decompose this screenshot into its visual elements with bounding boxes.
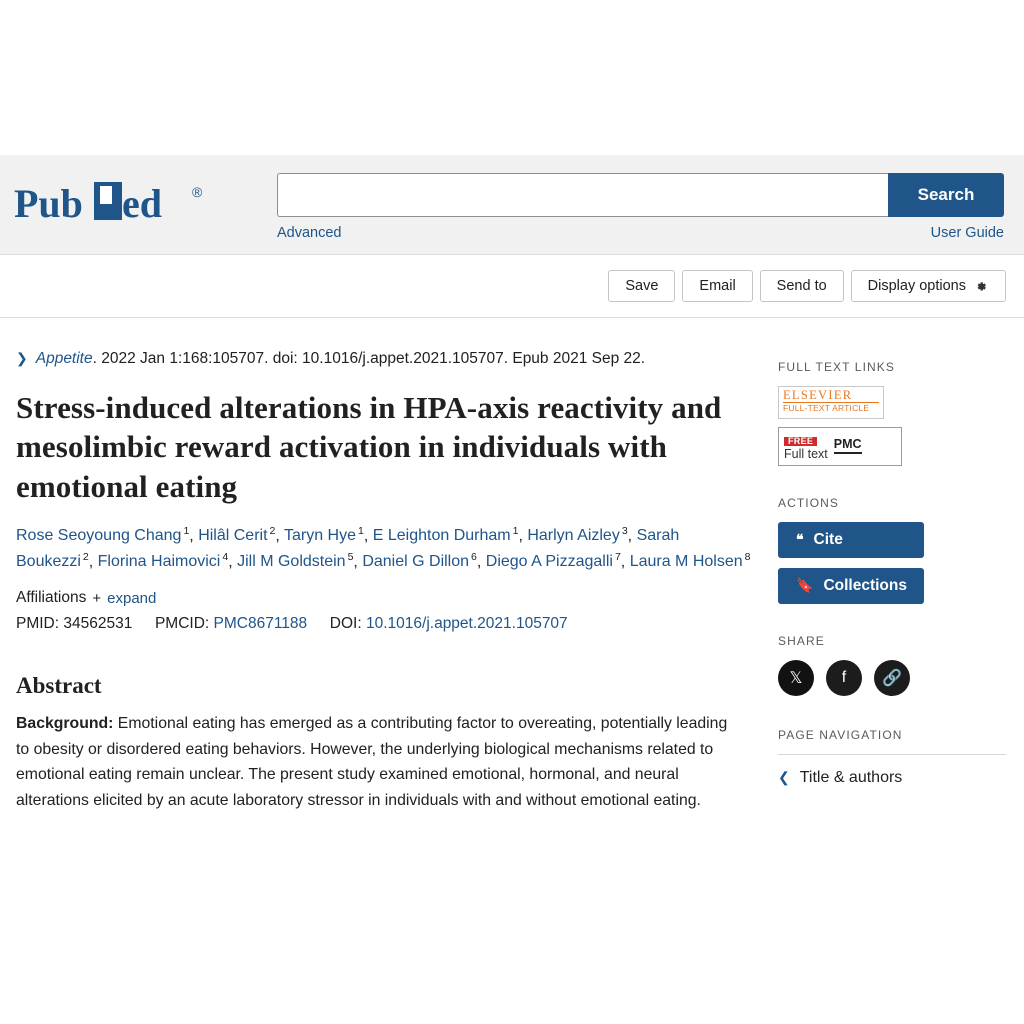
- author-name[interactable]: Diego A Pizzagalli: [485, 553, 613, 571]
- page-content: [0, 318, 1024, 813]
- page-title: Stress-induced alterations in HPA-axis reactivity and mesolimbic reward activation in individuals with emotional eating: [16, 389, 722, 505]
- elsevier-label: ELSEVIER: [783, 388, 853, 402]
- author-item[interactable]: [97, 550, 229, 571]
- nav-item-title-authors[interactable]: [778, 769, 1006, 787]
- collections-button[interactable]: [778, 568, 924, 604]
- quote-icon: ❝: [796, 531, 804, 548]
- svg-text:ed: ed: [122, 181, 162, 226]
- author-name[interactable]: Florina Haimovici: [97, 553, 221, 571]
- bookmark-icon: 🔖: [796, 577, 814, 594]
- permalink-icon[interactable]: 🔗: [874, 660, 910, 696]
- email-button[interactable]: Email: [682, 270, 752, 302]
- author-affil-sup[interactable]: 1: [358, 524, 364, 537]
- share-heading: SHARE: [778, 633, 825, 648]
- author-affil-sup[interactable]: 2: [82, 550, 89, 563]
- author-name[interactable]: Sarah Boukezzi: [16, 527, 680, 571]
- facebook-icon[interactable]: f: [826, 660, 862, 696]
- citation-line: [16, 348, 756, 370]
- nav-divider: [778, 754, 1006, 755]
- share-block: [778, 634, 1006, 696]
- doi-link[interactable]: 10.1016/j.appet.2021.105707: [365, 615, 568, 633]
- author-item[interactable]: [372, 524, 519, 545]
- author-affil-sup[interactable]: 1: [183, 524, 190, 537]
- author-name[interactable]: Harlyn Aizley: [527, 527, 620, 545]
- author-item[interactable]: [527, 524, 628, 545]
- author-name[interactable]: Laura M Holsen: [629, 553, 743, 571]
- author-name[interactable]: Rose Seoyoung Chang: [16, 527, 182, 545]
- author-name[interactable]: Jill M Goldstein: [237, 553, 346, 571]
- page-navigation-block: [778, 728, 1006, 787]
- collections-button-label: Collections: [823, 576, 907, 594]
- search-button[interactable]: Search: [888, 173, 1004, 217]
- author-affil-sup[interactable]: 1: [512, 524, 519, 537]
- advanced-search-link[interactable]: Advanced: [277, 225, 342, 241]
- search-input[interactable]: [277, 173, 888, 217]
- search-area: [277, 173, 1004, 241]
- blank-top-area: [0, 0, 1024, 155]
- user-guide-link[interactable]: User Guide: [930, 225, 1004, 241]
- full-text-links-heading: FULL TEXT LINKS: [778, 360, 895, 374]
- author-name[interactable]: Daniel G Dillon: [362, 553, 470, 571]
- chevron-left-icon: ❮: [778, 769, 790, 786]
- author-list: Rose Seoyoung Chang $^1$, Hilâl Cerit $^2$, Taryn Hye $^1$, E Leighton Durham $^1$, Harlyn Aizley $^3$, Sarah Boukezzi $^2$, Florina Haimovici $^4$, Jill M Goldstein $^5$, Daniel G Dillon $^6$, Diego A Pizzagalli $^7$, Laura M Holsen $^8$: [16, 524, 751, 571]
- doi-label: DOI:: [329, 615, 362, 633]
- display-options-button[interactable]: [851, 270, 1006, 302]
- author-item[interactable]: [198, 524, 276, 545]
- pmid-value: 34562531: [63, 615, 133, 633]
- author-name[interactable]: Taryn Hye: [283, 527, 357, 545]
- author-item[interactable]: [16, 524, 190, 545]
- gear-icon: [974, 279, 989, 294]
- abstract-body-text: Emotional eating has emerged as a contributing factor to overeating, potentially leading to obesity or disordered eating behaviors. However, the underlying biological mechanisms related to emotional eating remain unclear. The present study examined emotional, hormonal, and neural alterations elicited by an acute laboratory stressor in individuals with and without emotional eating.: [16, 715, 728, 809]
- share-row: [778, 660, 1006, 696]
- author-item[interactable]: [237, 550, 354, 571]
- author-affil-sup[interactable]: 4: [222, 550, 229, 563]
- author-affil-sup[interactable]: 2: [269, 524, 276, 537]
- nav-item-label: Title & authors: [799, 768, 903, 786]
- free-badge: FREE: [784, 437, 817, 447]
- author-affil-sup[interactable]: 8: [744, 550, 751, 563]
- send-to-button[interactable]: Send to: [760, 270, 844, 302]
- search-sublinks: [277, 225, 1004, 241]
- author-item[interactable]: [362, 550, 477, 571]
- page-navigation-heading: PAGE NAVIGATION: [778, 727, 903, 742]
- pmc-fulltext-link[interactable]: [778, 427, 902, 466]
- display-options-label: Display options: [867, 278, 966, 294]
- twitter-x-icon[interactable]: 𝕏: [778, 660, 814, 696]
- plus-icon[interactable]: +: [92, 589, 102, 607]
- author-item[interactable]: [283, 524, 364, 545]
- author-affil-sup[interactable]: 3: [621, 524, 628, 537]
- sidebar: [756, 318, 1006, 813]
- actions-heading: ACTIONS: [778, 495, 840, 510]
- search-row: [277, 173, 1004, 217]
- author-name[interactable]: Hilâl Cerit: [198, 527, 268, 545]
- elsevier-sublabel: FULL-TEXT ARTICLE: [783, 402, 879, 414]
- author-affil-sup[interactable]: 7: [614, 550, 621, 563]
- affiliations-label: Affiliations: [16, 589, 87, 607]
- pmc-fulltext-label: Full text: [784, 447, 828, 462]
- affiliations-row: [16, 589, 756, 607]
- svg-text:Pub: Pub: [14, 181, 83, 226]
- pmc-logo: PMC: [834, 438, 862, 454]
- save-button[interactable]: Save: [608, 270, 675, 302]
- pmid-label: PMID:: [16, 615, 60, 633]
- cite-button-label: Cite: [813, 530, 843, 548]
- article-action-bar: [0, 255, 1024, 318]
- chevron-right-icon[interactable]: ❯: [16, 350, 28, 366]
- expand-affiliations-link[interactable]: expand: [107, 589, 157, 607]
- main-column: [16, 318, 756, 813]
- author-item[interactable]: [629, 550, 751, 571]
- pmcid-link[interactable]: PMC8671188: [213, 615, 308, 633]
- full-text-links-block: [778, 360, 1006, 466]
- identifiers-row: [16, 615, 756, 633]
- abstract-section-label: Background:: [16, 715, 114, 733]
- author-name[interactable]: E Leighton Durham: [372, 527, 511, 545]
- author-affil-sup[interactable]: 5: [347, 550, 354, 563]
- pmc-left-block: [784, 431, 828, 462]
- site-header: [0, 155, 1024, 255]
- citation-details: . 2022 Jan 1:168:105707. doi: 10.1016/j.appet.2021.105707. Epub 2021 Sep 22.: [92, 350, 646, 367]
- abstract-paragraph: [16, 711, 728, 813]
- cite-button[interactable]: [778, 522, 924, 558]
- abstract-heading: Abstract: [16, 673, 102, 699]
- author-item[interactable]: [485, 550, 621, 571]
- svg-text:®: ®: [192, 184, 203, 200]
- pubmed-logo[interactable]: [14, 177, 244, 233]
- elsevier-fulltext-link[interactable]: [778, 386, 884, 419]
- actions-block: [778, 496, 1006, 604]
- pmcid-label: PMCID:: [154, 615, 210, 633]
- author-affil-sup[interactable]: 6: [471, 550, 477, 563]
- journal-link[interactable]: Appetite: [35, 350, 93, 367]
